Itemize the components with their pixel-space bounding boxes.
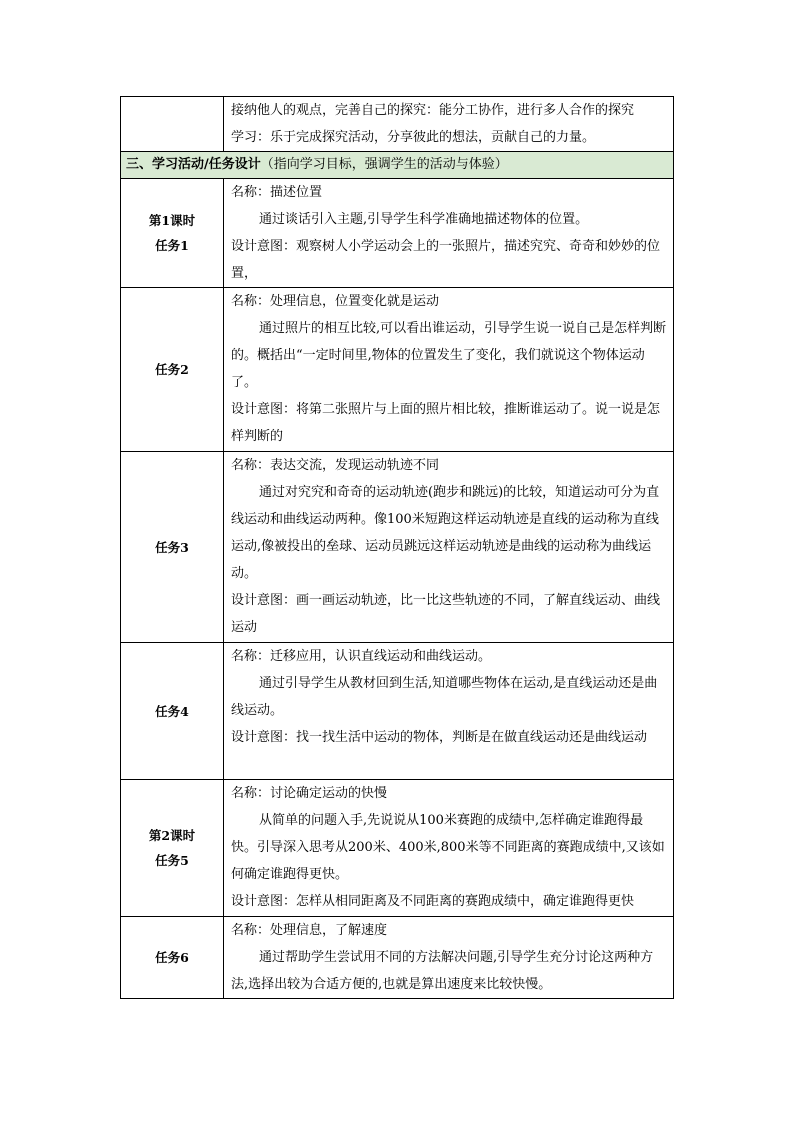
task-body: 通过引导学生从教材回到生活,知道哪些物体在运动,是直线运动还是曲线运动。 [231,676,658,718]
task-intent: 设计意图：观察树人小学运动会上的一张照片，描述究究、奇奇和妙妙的位置， [231,239,661,281]
lesson-design-table [120,96,674,999]
task-content-cell [224,917,674,999]
task-body: 从简单的问题入手,先说说从100米赛跑的成绩中,怎样确定谁跑得最快。引导深入思考从200米、400米,800米等不同距离的赛跑成绩中,又该如何确定谁跑得更快。 [231,813,665,882]
task-intent: 设计意图：将第二张照片与上面的照片相比较，推断谁运动了。说一说是怎样判断的 [231,402,661,444]
task-label: 任务2 [155,362,189,377]
table-row [121,288,674,452]
task-label-cell [121,780,224,917]
task-name: 名称：描述位置 [231,185,323,200]
task-content-cell [224,179,674,288]
task-content-cell [224,780,674,917]
section-row [121,152,674,179]
task-label-cell [121,452,224,643]
task-content-cell [224,643,674,780]
task-body: 通过帮助学生尝试用不同的方法解决问题,引导学生充分讨论这两种方法,选择出较为合适方便的,也就是算出速度来比较快慢。 [231,950,654,992]
table-row [121,917,674,999]
task-label: 任务6 [155,950,189,965]
task-name: 名称：处理信息，了解速度 [231,923,388,938]
task-body: 通过谈话引入主题,引导学生科学准确地描述物体的位置。 [259,212,589,227]
task-label: 任务5 [155,853,189,868]
task-name: 名称：讨论确定运动的快慢 [231,786,388,801]
task-name: 名称：表达交流，发现运动轨迹不同 [231,458,440,473]
task-name: 名称：迁移应用，认识直线运动和曲线运动。 [231,649,492,664]
task-name: 名称：处理信息，位置变化就是运动 [231,294,440,309]
objective-cell [224,97,674,152]
task-label-cell [121,179,224,288]
table-row [121,452,674,643]
section-title: 三、学习活动/任务设计 [126,157,261,172]
task-label-cell [121,288,224,452]
objective-line-2: 学习：乐于完成探究活动，分享彼此的想法，贡献自己的力量。 [231,130,596,145]
task-content-cell [224,452,674,643]
lesson-label: 第2课时 [148,828,196,843]
task-label: 任务4 [155,703,189,719]
task-body: 通过照片的相互比较,可以看出谁运动，引导学生说一说自己是怎样判断的。概括出“一定时间里,物体的位置发生了变化，我们就说这个物体运动了。 [231,321,667,390]
table-row [121,179,674,288]
table-row [121,780,674,917]
task-label-cell [121,917,224,999]
table-row [121,643,674,780]
section-header [121,152,674,179]
task-body: 通过对究究和奇奇的运动轨迹(跑步和跳远)的比较，知道运动可分为直线运动和曲线运动两种。像100米短跑这样运动轨迹是直线的运动称为直线运动,像被投出的垒球、运动员跳远这样运动轨迹是曲线的运动称为曲线运动。 [231,485,660,581]
empty-cell [121,97,224,152]
task-label: 任务3 [155,539,189,555]
task-intent: 设计意图：怎样从相同距离及不同距离的赛跑成绩中，确定谁跑得更快 [231,894,635,909]
task-intent: 设计意图：画一画运动轨迹，比一比这些轨迹的不同，了解直线运动、曲线运动 [231,593,661,635]
lesson-label: 第1课时 [148,213,196,228]
objective-line-1: 接纳他人的观点，完善自己的探究：能分工协作，进行多人合作的探究 [231,103,635,118]
table-row [121,97,674,152]
task-content-cell [224,288,674,452]
task-intent: 设计意图：找一找生活中运动的物体，判断是在做直线运动还是曲线运动 [231,730,648,745]
task-label: 任务1 [155,238,189,253]
section-note: （指向学习目标，强调学生的活动与体验） [260,157,508,172]
task-label-cell [121,643,224,780]
